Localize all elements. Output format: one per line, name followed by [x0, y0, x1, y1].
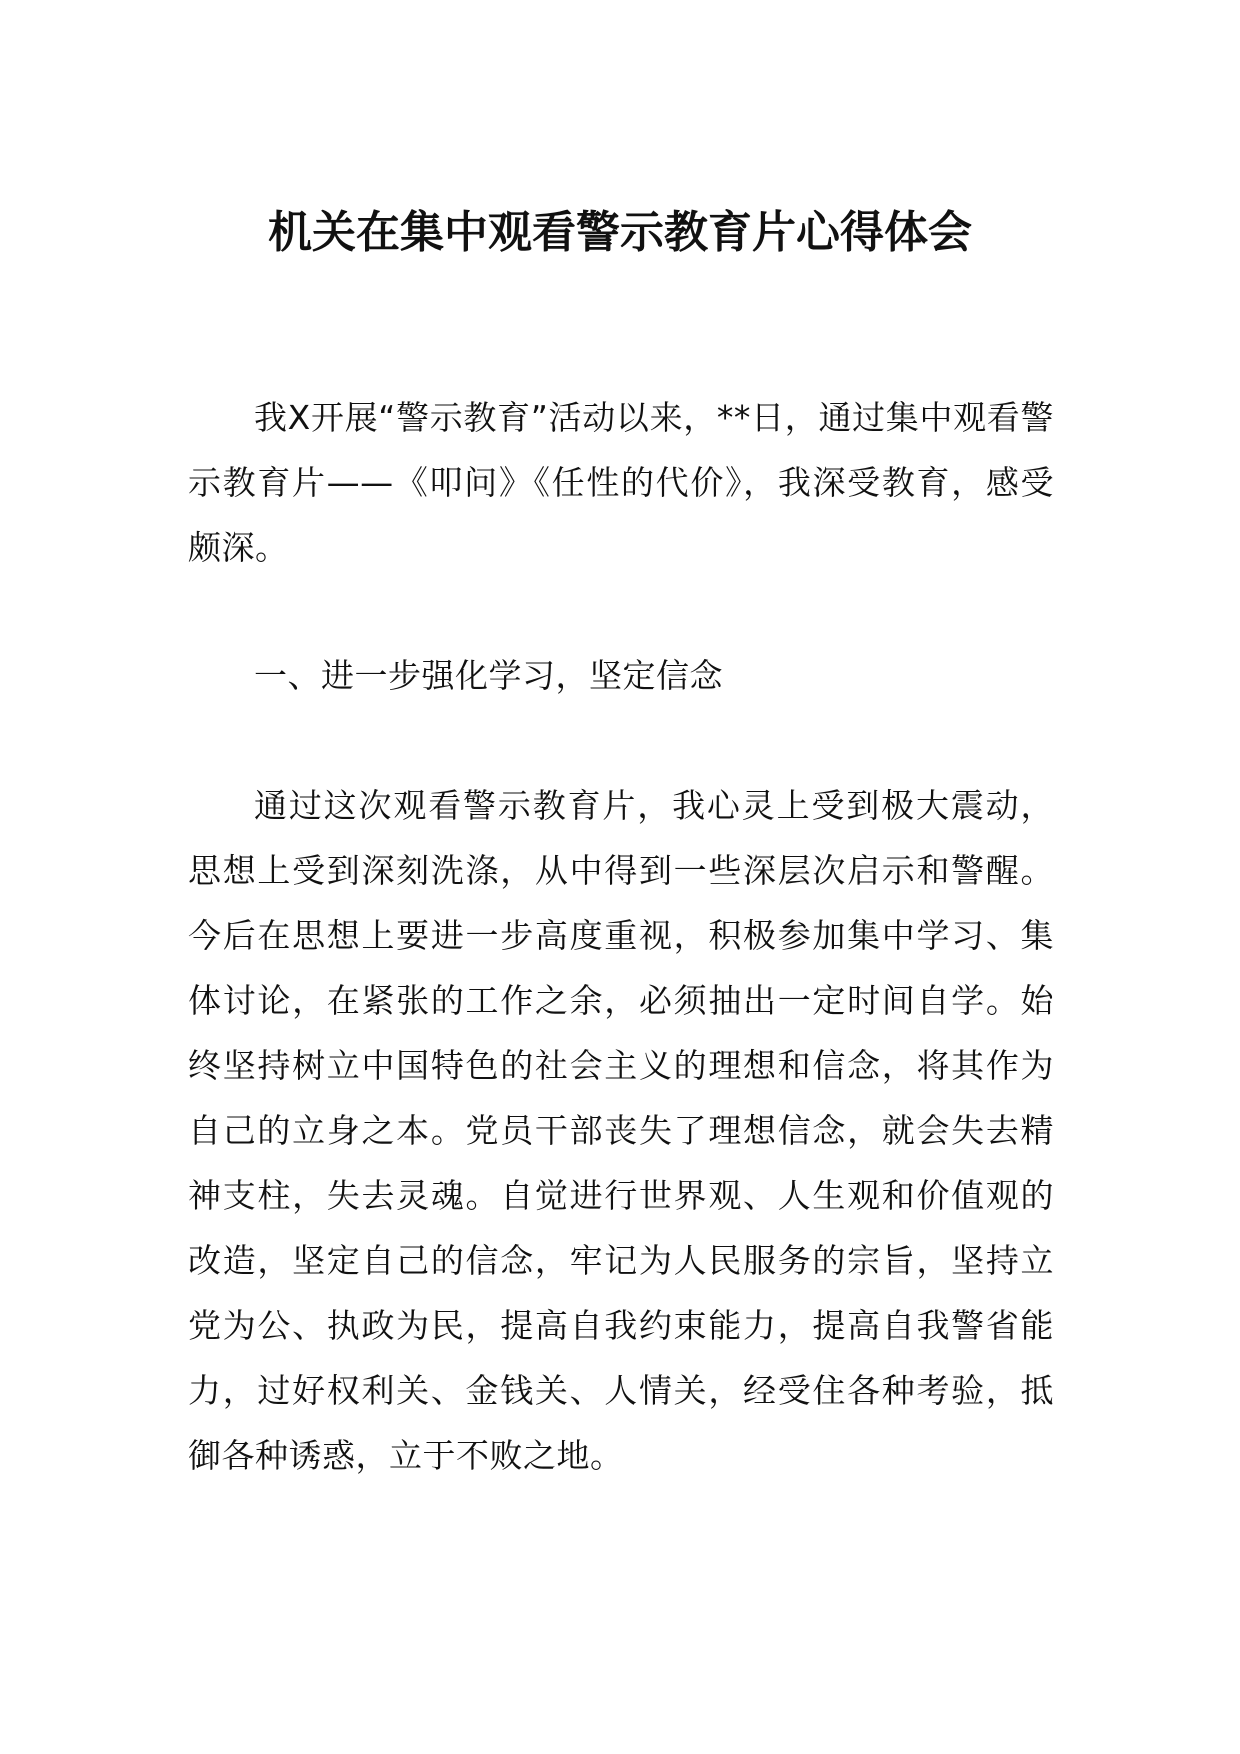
section-1-paragraph: 通过这次观看警示教育片，我心灵上受到极大震动，思想上受到深刻洗涤，从中得到一些深层次启示和警醒。今后在思想上要进一步高度重视，积极参加集中学习、集体讨论，在紧张的工作之余，必须抽出一定时间自学。始终坚持树立中国特色的社会主义的理想和信念，将其作为自己的立身之本。党员干部丧失了理想信念，就会失去精神支柱，失去灵魂。自觉进行世界观、人生观和价值观的改造，坚定自己的信念，牢记为人民服务的宗旨，坚持立党为公、执政为民，提高自我约束能力，提高自我警省能力，过好权利关、金钱关、人情关，经受住各种考验，抵御各种诱惑，立于不败之地。: [188, 786, 1054, 1475]
document-title: 机关在集中观看警示教育片心得体会: [268, 207, 972, 258]
intro-paragraph: 我X开展“警示教育”活动以来，**日，通过集中观看警示教育片——《叩问》《任性的代价》，我深受教育，感受颇深。: [188, 398, 1054, 567]
section-1-heading: 一、进一步强化学习，坚定信念: [254, 656, 723, 695]
